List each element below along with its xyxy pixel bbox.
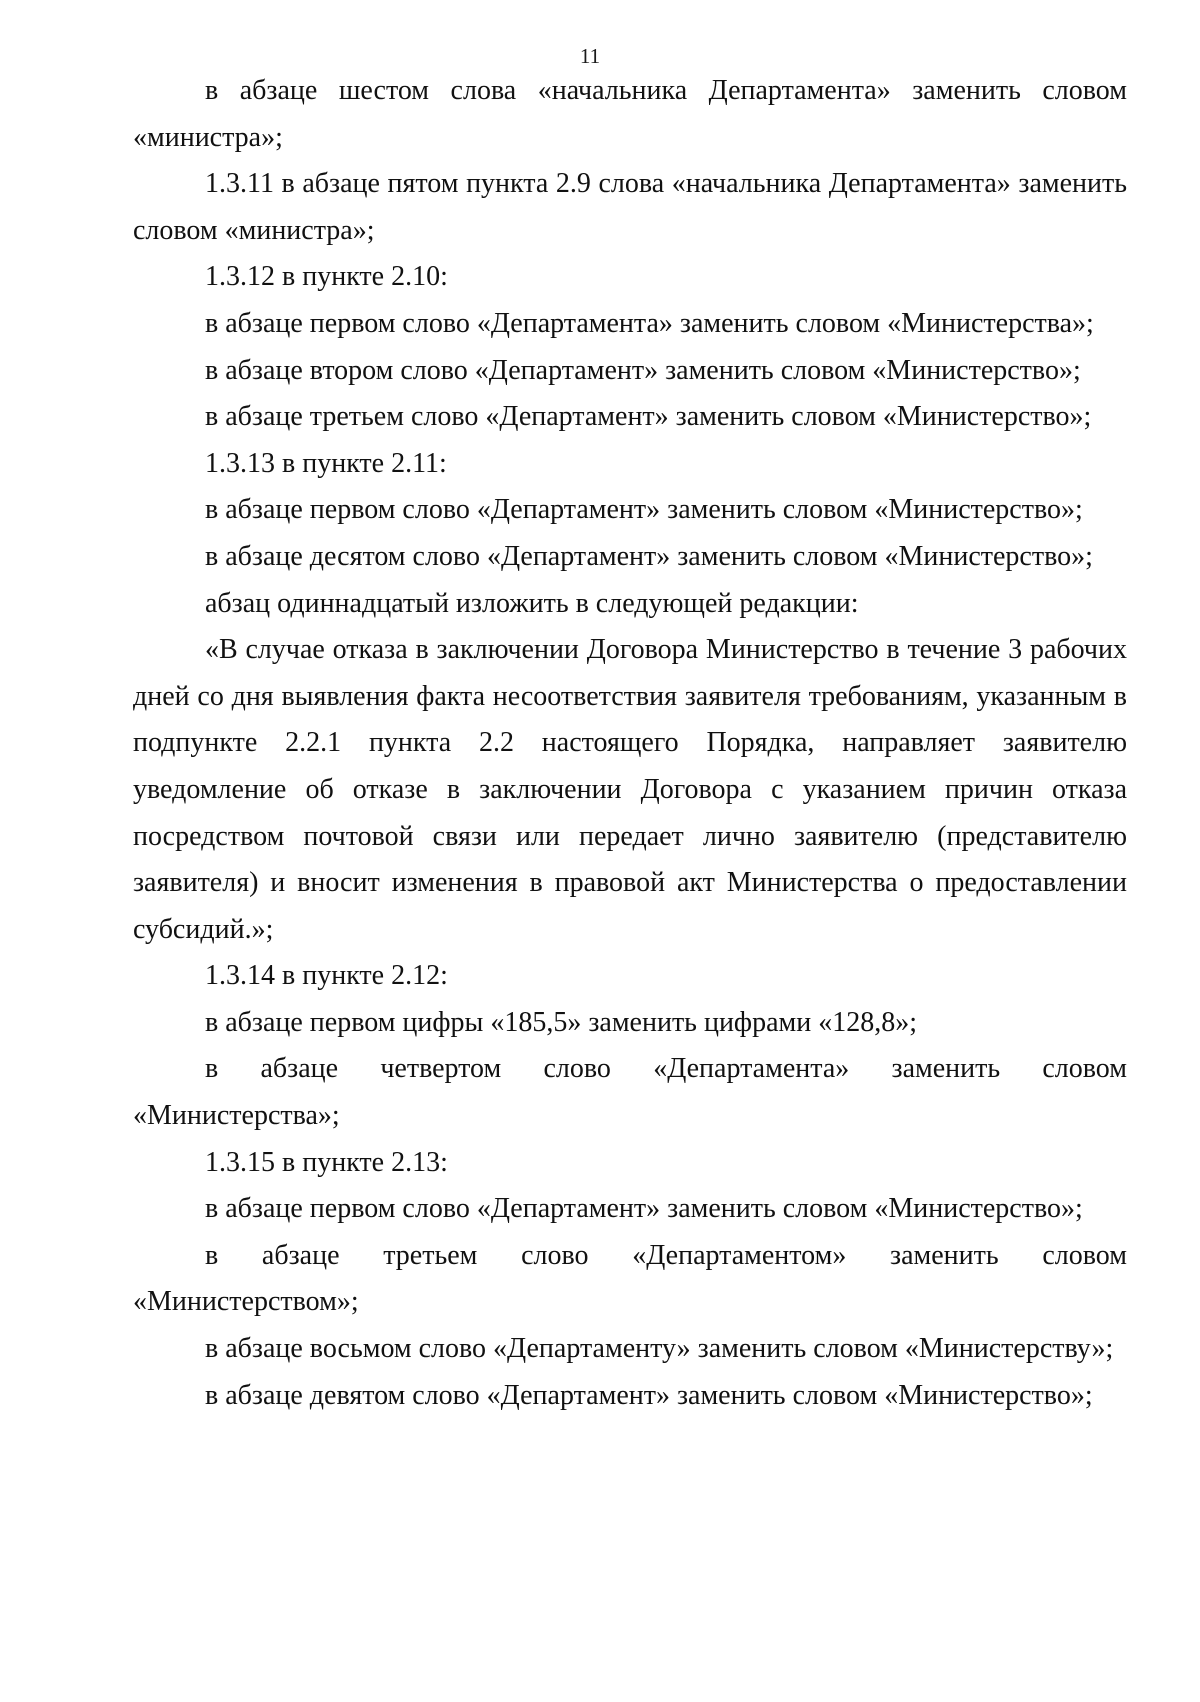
paragraph-6: в абзаце третьем слово «Департамент» заменить словом «Министерство»; — [205, 401, 1092, 433]
paragraph-13: в абзаце первом цифры «185,5» заменить цифрами «128,8»; — [205, 1006, 917, 1038]
paragraph-18: в абзаце восьмом слово «Департаменту» заменить словом «Министерству»; — [205, 1333, 1114, 1365]
paragraph-17: в абзаце третьем слово «Департаментом» заменить словом «Министерством»; — [133, 1239, 1127, 1318]
paragraph-1: в абзаце шестом слова «начальника Департамента» заменить словом «министра»; — [133, 75, 1127, 153]
document-body — [133, 68, 1127, 1419]
paragraph-7: 1.3.13 в пункте 2.11: — [205, 447, 447, 479]
paragraph-4: в абзаце первом слово «Департамента» заменить словом «Министерства»; — [205, 307, 1094, 339]
paragraph-16: в абзаце первом слово «Департамент» заменить словом «Министерство»; — [205, 1193, 1083, 1225]
paragraph-2: 1.3.11 в абзаце пятом пункта 2.9 слова «начальника Департамента» заменить словом «министра»; — [133, 168, 1127, 246]
page-number: 11 — [579, 44, 601, 68]
paragraph-14: в абзаце четвертом слово «Департамента» заменить словом «Министерства»; — [133, 1053, 1127, 1132]
paragraph-15: 1.3.15 в пункте 2.13: — [205, 1146, 448, 1178]
paragraph-11: «В случае отказа в заключении Договора Министерство в течение 3 рабочих дней со дня выявления факта несоответствия заявителя требованиям, указанным в подпункте 2.2.1 пункта 2.2 настоящего Порядка, направляет заявителю уведомление об отказе в заключении Договора с указанием причин отказа посредством почтовой связи или передает лично заявителю (представителю заявителя) и вносит изменения в правовой акт Министерства о предоставлении субсидий.»; — [133, 634, 1127, 945]
paragraph-9: в абзаце десятом слово «Департамент» заменить словом «Министерство»; — [205, 540, 1093, 572]
paragraph-5: в абзаце втором слово «Департамент» заменить словом «Министерство»; — [205, 354, 1081, 386]
paragraph-3: 1.3.12 в пункте 2.10: — [205, 261, 448, 293]
paragraph-8: в абзаце первом слово «Департамент» заменить словом «Министерство»; — [205, 494, 1083, 526]
paragraph-12: 1.3.14 в пункте 2.12: — [205, 960, 448, 992]
paragraph-10: абзац одиннадцатый изложить в следующей редакции: — [205, 587, 859, 619]
paragraph-19: в абзаце девятом слово «Департамент» заменить словом «Министерство»; — [205, 1379, 1093, 1411]
